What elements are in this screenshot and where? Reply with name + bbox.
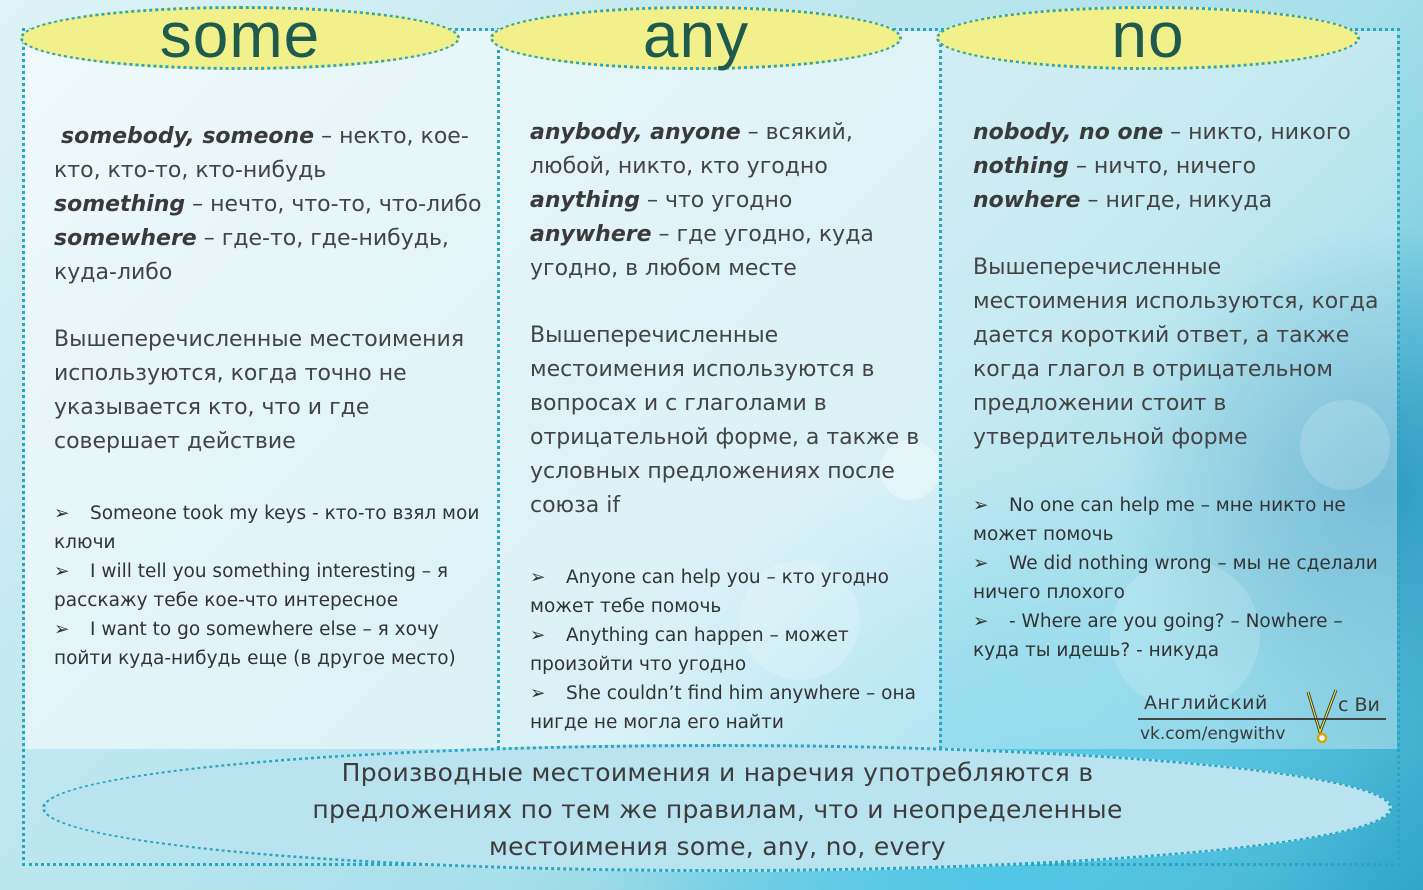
bullet-arrow-icon: ➢ [973,611,989,632]
column-some [54,120,484,673]
entry-term: somewhere [54,226,197,251]
footer-line: местоимения some, any, no, every [489,832,946,861]
footer-text [200,754,1235,865]
title-oval-any [490,0,902,71]
entry [530,184,930,218]
entry-term: anybody, anyone [530,120,741,145]
bullet-arrow-icon: ➢ [530,625,546,646]
bullet-arrow-icon: ➢ [54,619,70,640]
example-item [54,499,484,557]
column-description: Вышеперечисленные местоимения используются, когда точно не указывается кто, что и где совершает действие [54,327,465,454]
example-text: I will tell you something interesting – я расскажу тебе кое-что интересное [54,561,448,611]
checkmark-v-icon [1304,688,1340,744]
example-item [54,615,484,673]
title-no: no [1111,0,1185,71]
entry-term: somebody, someone [61,124,315,149]
entry-text: – никто, никого [1163,120,1351,145]
entry-term: anywhere [530,222,652,247]
entry [530,218,930,286]
footer-line: предложениях по тем же правилам, что и неопределенные [312,795,1123,824]
brand-url: vk.com/engwithv [1140,724,1286,744]
example-text: Someone took my keys - кто-то взял мои ключи [54,503,480,553]
entry-term: something [54,192,186,217]
example-item [530,563,930,621]
example-text: Anyone can help you – кто угодно может тебе помочь [530,567,889,617]
column-no [973,116,1383,665]
title-some: some [159,0,321,71]
bullet-arrow-icon: ➢ [530,683,546,704]
title-any: any [642,0,750,71]
example-item [973,549,1383,607]
bullet-arrow-icon: ➢ [54,503,70,524]
entry-text: – некто, кое-кто, кто-то, кто-нибудь [54,124,469,183]
examples-list [973,491,1383,665]
examples-list [530,563,930,737]
brand-divider [1138,718,1386,720]
entry-text: – где-то, где-нибудь, куда-либо [54,226,449,285]
example-text: We did nothing wrong – мы не сделали ничего плохого [973,553,1378,603]
column-description: Вышеперечисленные местоимения используются, когда дается короткий ответ, а также когда глагол в отрицательном предложении стоит в утвердительной форме [973,255,1379,450]
example-item [530,621,930,679]
entry-term: nowhere [973,188,1081,213]
brand-logo [1138,688,1388,748]
bullet-arrow-icon: ➢ [973,495,989,516]
example-item [530,679,930,737]
entry-term: nothing [973,154,1069,179]
column-any [530,116,930,737]
entry-text: – нигде, никуда [1080,188,1273,213]
bullet-arrow-icon: ➢ [54,561,70,582]
example-text: - Where are you going? – Nowhere – куда ты идешь? - никуда [973,611,1343,661]
entry [973,116,1383,150]
column-description: Вышеперечисленные местоимения используются в вопросах и с глаголами в отрицательной форме, а также в условных предложениях после союза if [530,323,920,518]
example-item [54,557,484,615]
footer-line: Производные местоимения и наречия употребляются в [341,758,1094,787]
entry-term: nobody, no one [973,120,1164,145]
entry [54,188,484,222]
entry-term: anything [530,188,640,213]
title-oval-some [20,0,460,71]
brand-name: Английский [1144,692,1268,714]
entry [54,120,484,188]
example-item [973,607,1383,665]
entry [54,222,484,290]
entry-text: – что угодно [639,188,793,213]
brand-suffix: с Ви [1338,694,1380,716]
title-oval-no [936,0,1360,71]
entry [973,150,1383,184]
example-text: Anything can happen – может произойти что угодно [530,625,849,675]
entry-text: – нечто, что-то, что-либо [185,192,482,217]
example-text: She couldn’t find him anywhere – она нигде не могла его найти [530,683,916,733]
example-text: I want to go somewhere else – я хочу пойти куда-нибудь еще (в другое место) [54,619,456,669]
examples-list [54,499,484,673]
example-item [973,491,1383,549]
bullet-arrow-icon: ➢ [530,567,546,588]
entry-text: – где угодно, куда угодно, в любом месте [530,222,874,281]
entry [530,116,930,184]
bullet-arrow-icon: ➢ [973,553,989,574]
entry [973,184,1383,218]
entry-text: – ничто, ничего [1068,154,1257,179]
example-text: No one can help me – мне никто не может помочь [973,495,1346,545]
entry-text: – всякий, любой, никто, кто угодно [530,120,853,179]
